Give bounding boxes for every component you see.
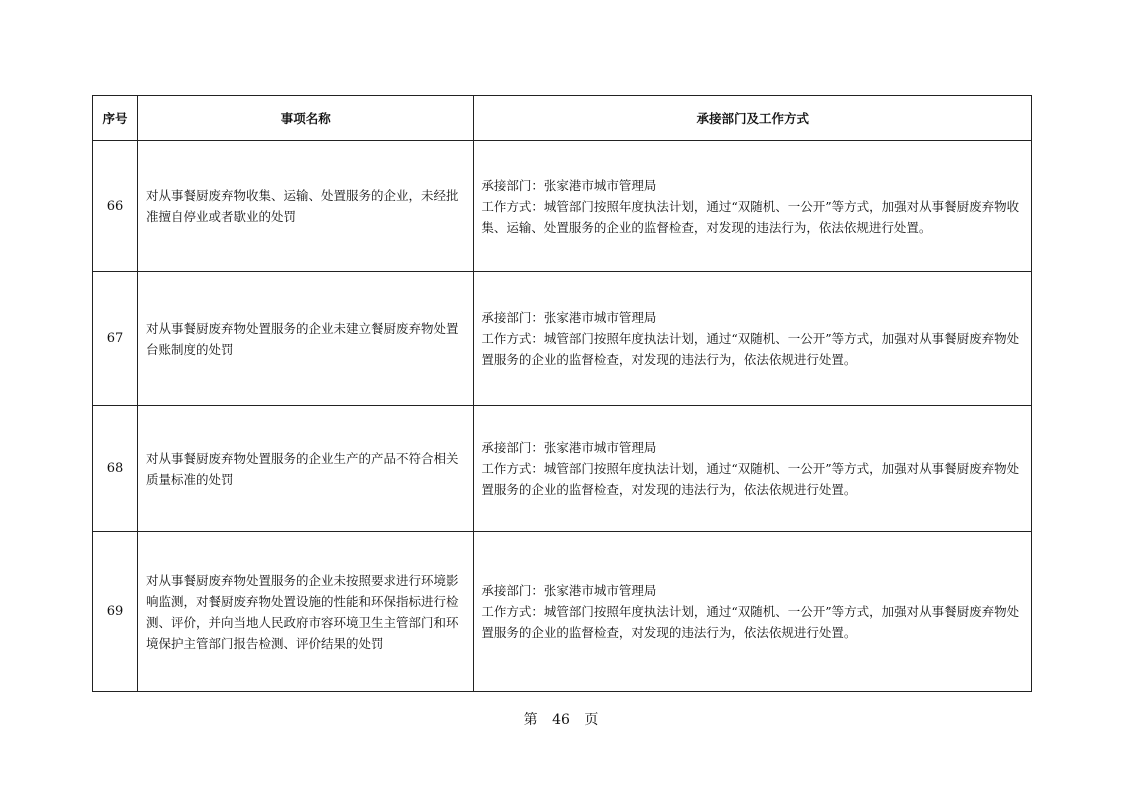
header-serial-number: 序号	[93, 96, 138, 141]
row-department-method	[474, 272, 1032, 406]
table-row	[93, 272, 1032, 406]
page-label-prefix: 第	[523, 712, 538, 728]
row-department: 承接部门：张家港市城市管理局	[481, 583, 657, 598]
table-row	[93, 141, 1032, 272]
row-matter-name: 对从事餐厨废弃物处置服务的企业生产的产品不符合相关质量标准的处罚	[138, 406, 474, 532]
row-matter-name: 对从事餐厨废弃物处置服务的企业未建立餐厨废弃物处置台账制度的处罚	[138, 272, 474, 406]
row-department-method	[474, 532, 1032, 692]
row-department-method	[474, 141, 1032, 272]
row-department: 承接部门：张家港市城市管理局	[481, 177, 657, 193]
row-serial-number: 66	[93, 141, 138, 272]
row-serial-number: 68	[93, 406, 138, 532]
row-serial-number: 67	[93, 272, 138, 406]
row-matter-name: 对从事餐厨废弃物收集、运输、处置服务的企业，未经批准擅自停业或者歇业的处罚	[138, 141, 474, 272]
header-matter-name: 事项名称	[138, 96, 474, 141]
table-row	[93, 406, 1032, 532]
page-label-suffix: 页	[584, 712, 599, 728]
header-department-method: 承接部门及工作方式	[474, 96, 1032, 141]
row-work-method: 工作方式：城管部门按照年度执法计划，通过“双随机、一公开”等方式，加强对从事餐厨废弃物处置服务的企业的监督检查，对发现的违法行为，依法依规进行处置。	[481, 461, 1020, 497]
table-header-row	[93, 96, 1032, 141]
matters-table	[92, 95, 1032, 692]
row-work-method: 工作方式：城管部门按照年度执法计划，通过“双随机、一公开”等方式，加强对从事餐厨废弃物处置服务的企业的监督检查，对发现的违法行为，依法依规进行处置。	[481, 331, 1020, 367]
page-footer	[0, 709, 1122, 729]
row-department-method	[474, 406, 1032, 532]
row-department: 承接部门：张家港市城市管理局	[481, 440, 657, 455]
row-serial-number: 69	[93, 532, 138, 692]
row-matter-name: 对从事餐厨废弃物处置服务的企业未按照要求进行环境影响监测，对餐厨废弃物处置设施的性能和环保指标进行检测、评价，并向当地人民政府市容环境卫生主管部门和环境保护主管部门报告检测、评价结果的处罚	[138, 532, 474, 692]
row-department: 承接部门：张家港市城市管理局	[481, 310, 657, 325]
page-number: 46	[552, 712, 570, 728]
table-row	[93, 532, 1032, 692]
row-work-method: 工作方式：城管部门按照年度执法计划，通过“双随机、一公开”等方式，加强对从事餐厨废弃物处置服务的企业的监督检查，对发现的违法行为，依法依规进行处置。	[481, 604, 1020, 640]
row-work-method: 工作方式：城管部门按照年度执法计划，通过“双随机、一公开”等方式，加强对从事餐厨废弃物收集、运输、处置服务的企业的监督检查，对发现的违法行为，依法依规进行处置。	[481, 198, 1020, 235]
